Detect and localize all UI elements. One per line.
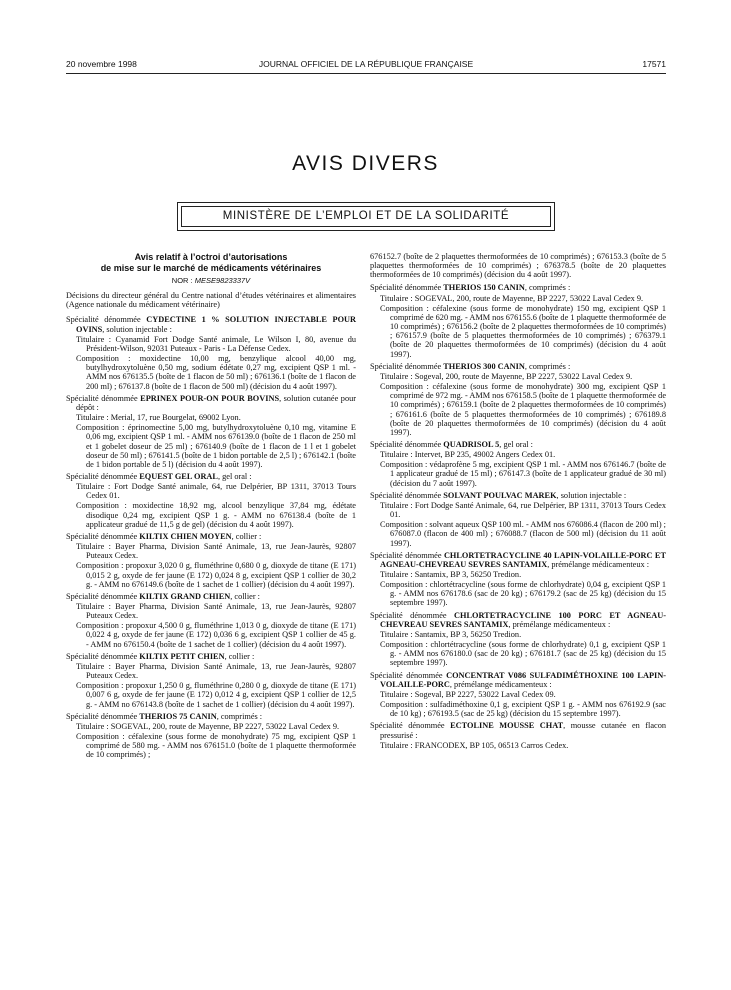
composition-line: Composition : chlortétracycline (sous forme de chlorhydrate) 0,04 g, excipient QSP 1 g. - AMM nos 676178.6 (sac de 20 kg) ; 676179.2 (sac de 25 kg) (décision du 15 septembre 1997). xyxy=(380,580,666,608)
specialty-entry xyxy=(66,532,356,589)
specialty-form: , solution cutanée pour dépôt : xyxy=(76,393,356,412)
specialty-line xyxy=(66,315,356,333)
titulaire-line: Titulaire : Bayer Pharma, Division Santé Animale, 13, rue Jean-Jaurès, 92807 Puteaux Cedex. xyxy=(76,542,356,561)
specialty-name: CHLORTETRACYCLINE 100 PORC ET AGNEAU-CHEVREAU SEVRES SANTAMIX xyxy=(380,610,666,629)
column-right xyxy=(370,252,666,753)
specialty-name: QUADRISOL 5 xyxy=(443,439,500,449)
titulaire-line: Titulaire : Intervet, BP 235, 49002 Angers Cedex 01. xyxy=(380,450,556,460)
titulaire-line: Titulaire : Sogeval, 200, route de Mayenne, BP 2227, 53022 Laval Cedex 9. xyxy=(380,371,633,381)
header-page-number: 17571 xyxy=(642,59,666,69)
header-journal: JOURNAL OFFICIEL DE LA RÉPUBLIQUE FRANÇAISE xyxy=(258,59,474,69)
specialty-entry xyxy=(370,671,666,719)
specialty-prefix: Spécialité dénommée xyxy=(66,711,140,721)
specialty-entry xyxy=(370,440,666,488)
specialty-name: THERIOS 300 CANIN xyxy=(443,361,525,371)
specialty-prefix: Spécialité dénommée xyxy=(370,490,444,500)
specialty-name: THERIOS 150 CANIN xyxy=(443,283,525,293)
specialty-prefix: Spécialité dénommée xyxy=(66,393,141,403)
titulaire-line: Titulaire : Bayer Pharma, Division Santé Animale, 13, rue Jean-Jaurès, 92807 Puteaux Cedex. xyxy=(76,602,356,621)
specialty-entry xyxy=(66,315,356,390)
composition-line: Composition : propoxur 1,250 0 g, fluméthrine 0,280 0 g, dioxyde de titane (E 171) 0,007 6 g, oxyde de fer jaune (E 172) 0,012 4 g, excipient QSP 1 collier de 12,5 g. - AMM no 676143.8 (boîte de 1 sachet de 1 collier) (décision du 4 août 1997). xyxy=(76,681,356,709)
nor-label: NOR : xyxy=(171,276,193,285)
specialty-name: THERIOS 75 CANIN xyxy=(139,711,217,721)
specialty-prefix: Spécialité dénommée xyxy=(370,610,455,620)
page-header xyxy=(66,59,666,71)
specialty-name: CHLORTETRACYCLINE 40 LAPIN-VOLAILLE-PORC ET AGNEAU-CHEVREAU SEVRES SANTAMIX xyxy=(380,550,666,569)
specialty-line xyxy=(66,652,356,661)
composition-line: Composition : éprinomectine 5,00 mg, butylhydroxytoluène 0,10 mg, vitamine E 0,06 mg, excipient QSP 1 ml. - AMM nos 676139.0 (boîte de 1 flacon de 250 ml et 1 gobelet doseur de 25 ml) ; 676140.9 (boîte de 1 flacon de 1 l et 1 gobelet doseur de 50 ml) ; 676141.5 (boîte de 1 bidon portable de 2,5 l) ; 676142.1 (boîte de 1 bidon portable de 5 l) (décision du 4 août 1997). xyxy=(76,423,356,469)
specialty-name: ECTOLINE MOUSSE CHAT xyxy=(450,721,564,731)
composition-line: Composition : céfalexine (sous forme de monohydrate) 300 mg, excipient QSP 1 comprimé de 972 mg. - AMM nos 676158.5 (boîte de 1 plaquette thermoformée de 10 comprimés) ; 676159.1 (boîte de 2 plaquettes thermoformées de 10 comprimés) ; 676161.6 (boîte de 5 plaquettes thermoformées de 10 comprimés) ; 676189.8 (boîte de 20 plaquettes thermoformées de 10 comprimés) (décision du 4 août 1997). xyxy=(380,382,666,437)
specialty-line xyxy=(66,712,356,721)
composition-line: Composition : céfalexine (sous forme de monohydrate) 75 mg, excipient QSP 1 comprimé de 580 mg. - AMM nos 676151.0 (boîte de 1 plaquette thermoformée de 10 comprimés) ; xyxy=(76,732,356,760)
specialty-form: , collier : xyxy=(224,651,255,661)
specialty-form: , prémélange médicamenteux : xyxy=(449,679,552,689)
entries-left xyxy=(66,315,356,759)
specialty-form: , comprimés : xyxy=(524,283,571,293)
specialty-prefix: Spécialité dénommée xyxy=(370,361,444,371)
nor-reference xyxy=(66,276,356,285)
column-left xyxy=(66,252,356,763)
specialty-prefix: Spécialité dénommée xyxy=(66,591,140,601)
specialty-line xyxy=(370,283,666,292)
header-rule xyxy=(66,73,666,74)
specialty-entry xyxy=(66,712,356,760)
specialty-name: KILTIX GRAND CHIEN xyxy=(139,591,231,601)
specialty-line xyxy=(66,592,356,601)
specialty-form: , gel oral : xyxy=(217,471,252,481)
composition-line: Composition : céfalexine (sous forme de monohydrate) 150 mg, excipient QSP 1 comprimé de 620 mg. - AMM nos 676155.6 (boîte de 1 plaquette thermoformée de 10 comprimés) ; 676156.2 (boîte de 2 plaquettes thermoformées de 10 comprimés) ; 676157.9 (boîte de 5 plaquettes thermoformées de 10 comprimés) ; 676379.1 (boîte de 20 plaquettes thermoformées de 10 comprimés) (décision du 4 août 1997). xyxy=(380,303,666,359)
specialty-line xyxy=(66,532,356,541)
specialty-form: , collier : xyxy=(231,531,262,541)
specialty-prefix: Spécialité dénommée xyxy=(370,283,444,293)
composition-line: Composition : propoxur 4,500 0 g, fluméthrine 1,013 0 g, dioxyde de titane (E 171) 0,022 4 g, oxyde de fer jaune (E 172) 0,036 6 g, excipient QSP 1 collier de 45 g. - AMM no 676150.4 (boîte de 1 sachet de 1 collier) (décision du 4 août 1997). xyxy=(76,621,356,649)
specialty-line xyxy=(66,472,356,481)
avis-intro: Décisions du directeur général du Centre national d’études vétérinaires et alimentaires (Agence nationale du médicament vétérinaire) xyxy=(66,291,356,310)
entries-right xyxy=(370,283,666,749)
composition-line: Composition : chlortétracycline (sous forme de chlorhydrate) 0,1 g, excipient QSP 1 g. - AMM nos 676180.0 (sac de 20 kg) ; 676181.7 (sac de 25 kg) (décision du 15 septembre 1997). xyxy=(380,640,666,668)
specialty-line xyxy=(370,440,666,449)
section-title: AVIS DIVERS xyxy=(292,152,439,175)
specialty-form: , prémélange médicamenteux : xyxy=(547,559,650,569)
composition-line: Composition : sulfadiméthoxine 0,1 g, excipient QSP 1 g. - AMM nos 676192.9 (sac de 10 kg) ; 676193.5 (sac de 25 kg) (décision du 15 septembre 1997). xyxy=(380,700,666,719)
specialty-form: , comprimés : xyxy=(216,711,263,721)
specialty-line xyxy=(370,671,666,689)
specialty-prefix: Spécialité dénommée xyxy=(370,439,444,449)
titulaire-line: Titulaire : Cyanamid Fort Dodge Santé animale, Le Wilson I, 80, avenue du Président-Wilson, 92031 Puteaux - Paris - La Défense Cedex. xyxy=(76,334,356,353)
specialty-name: KILTIX CHIEN MOYEN xyxy=(139,531,232,541)
ministry-box xyxy=(177,202,555,231)
specialty-prefix: Spécialité dénommée xyxy=(370,550,444,560)
specialty-form: , solution injectable : xyxy=(102,324,172,334)
specialty-line xyxy=(370,721,666,739)
composition-line: Composition : propoxur 3,020 0 g, fluméthrine 0,680 0 g, dioxyde de titane (E 171) 0,015 2 g, oxyde de fer jaune (E 172) 0,024 8 g, excipient QSP 1 collier de 30,2 g. - AMM no 676149.6 (boîte de 1 sachet de 1 collier) (décision du 4 août 1997). xyxy=(76,561,356,589)
specialty-line xyxy=(370,491,666,500)
titulaire-line: Titulaire : Merial, 17, rue Bourgelat, 69002 Lyon. xyxy=(76,413,241,423)
specialty-name: SOLVANT POULVAC MAREK xyxy=(443,490,557,500)
titulaire-line: Titulaire : SOGEVAL, 200, route de Mayenne, BP 2227, 53022 Laval Cedex 9. xyxy=(76,721,340,731)
specialty-entry xyxy=(370,611,666,668)
specialty-form: , collier : xyxy=(230,591,260,601)
specialty-prefix: Spécialité dénommée xyxy=(370,670,447,680)
specialty-line xyxy=(66,394,356,412)
ministry-name: MINISTÈRE DE L’EMPLOI ET DE LA SOLIDARITÉ xyxy=(181,206,551,227)
specialty-entry xyxy=(370,362,666,437)
specialty-line xyxy=(370,611,666,629)
specialty-form: , solution injectable : xyxy=(556,490,627,500)
specialty-name: KILTIX PETIT CHIEN xyxy=(139,651,225,661)
composition-line: Composition : moxidectine 18,92 mg, alcool benzylique 37,84 mg, édétate disodique 0,24 mg, excipient QSP 1 g. - AMM no 676138.4 (boîte de 1 applicateur gradué de 11,5 g de gel) (décision du 4 août 1997). xyxy=(76,501,356,529)
titulaire-line: Titulaire : Fort Dodge Santé animale, 64, rue Delpérier, BP 1311, 37013 Tours Cedex 01. xyxy=(76,482,356,501)
titulaire-line: Titulaire : FRANCODEX, BP 105, 06513 Carros Cedex. xyxy=(380,740,569,750)
specialty-name: EPRINEX POUR-ON POUR BOVINS xyxy=(140,393,280,403)
titulaire-line: Titulaire : Sogeval, BP 2227, 53022 Laval Cedex 09. xyxy=(380,689,556,699)
specialty-entry xyxy=(66,652,356,709)
specialty-prefix: Spécialité dénommée xyxy=(66,651,140,661)
titulaire-line: Titulaire : Santamix, BP 3, 56250 Tredion. xyxy=(380,629,522,639)
specialty-line xyxy=(370,551,666,569)
specialty-entry xyxy=(370,721,666,749)
specialty-prefix: Spécialité dénommée xyxy=(66,471,140,481)
specialty-prefix: Spécialité dénommée xyxy=(66,531,140,541)
header-date: 20 novembre 1998 xyxy=(66,59,137,69)
composition-line: Composition : védaprofène 5 mg, excipient QSP 1 ml. - AMM nos 676146.7 (boîte de 1 applicateur gradué de 15 ml) ; 676147.3 (boîte de 1 applicateur gradué de 30 ml) (décision du 7 août 1997). xyxy=(380,460,666,488)
titulaire-line: Titulaire : SOGEVAL, 200, route de Mayenne, BP 2227, 53022 Laval Cedex 9. xyxy=(380,293,644,303)
specialty-line xyxy=(370,362,666,371)
avis-heading-1: Avis relatif à l’octroi d’autorisations xyxy=(134,252,288,262)
specialty-entry xyxy=(370,283,666,358)
specialty-prefix: Spécialité dénommée xyxy=(370,721,451,731)
nor-value: MESE9823337V xyxy=(194,276,251,285)
specialty-entry xyxy=(370,551,666,608)
titulaire-line: Titulaire : Santamix, BP 3, 56250 Tredion. xyxy=(380,570,522,579)
specialty-entry xyxy=(66,394,356,469)
composition-line: Composition : solvant aqueux QSP 100 ml. - AMM nos 676086.4 (flacon de 200 ml) ; 676087.0 (flacon de 400 ml) ; 676088.7 (flacon de 500 ml) (décision du 11 août 1997). xyxy=(380,520,666,548)
specialty-form: , gel oral : xyxy=(499,439,533,449)
specialty-entry xyxy=(370,491,666,548)
titulaire-line: Titulaire : Bayer Pharma, Division Santé Animale, 13, rue Jean-Jaurès, 92807 Puteaux Cedex. xyxy=(76,661,356,681)
specialty-name: EQUEST GEL ORAL xyxy=(139,471,218,481)
specialty-entry xyxy=(66,472,356,529)
specialty-entry xyxy=(66,592,356,649)
specialty-form: , mousse cutanée en flacon pressurisé : xyxy=(380,721,666,740)
composition-line: Composition : moxidectine 10,00 mg, benzylique alcool 40,00 mg, butylhydroxytoluène 0,50 mg, sodium édétate 0,27 mg, excipient QSP 1 ml. - AMM nos 676135.5 (boîte de 1 flacon de 50 ml) ; 676136.1 (boîte de 1 flacon de 200 ml) ; 676137.8 (boîte de 1 flacon de 500 ml) (décision du 4 août 1997). xyxy=(76,354,356,391)
specialty-form: , comprimés : xyxy=(524,361,571,371)
avis-heading-2: de mise sur le marché de médicaments vétérinaires xyxy=(100,262,322,273)
titulaire-line: Titulaire : Fort Dodge Santé Animale, 64, rue Delpérier, BP 1311, 37013 Tours Cedex 01. xyxy=(380,500,666,520)
specialty-name: CYDECTINE 1 % SOLUTION INJECTABLE POUR OVINS xyxy=(76,315,357,334)
specialty-form: , prémélange médicamenteux : xyxy=(508,619,611,629)
continued-text: 676152.7 (boîte de 2 plaquettes thermoformées de 10 comprimés) ; 676153.3 (boîte de 5 plaquettes thermoformées de 10 comprimés) ; 676378.5 (boîte de 20 plaquettes thermoformées de 10 comprimés) (décision du 4 août 1997). xyxy=(370,252,666,280)
specialty-name: CONCENTRAT V086 SULFADIMÉTHOXINE 100 LAPIN-VOLAILLE-PORC xyxy=(380,670,666,689)
specialty-prefix: Spécialité dénommée xyxy=(66,315,147,325)
